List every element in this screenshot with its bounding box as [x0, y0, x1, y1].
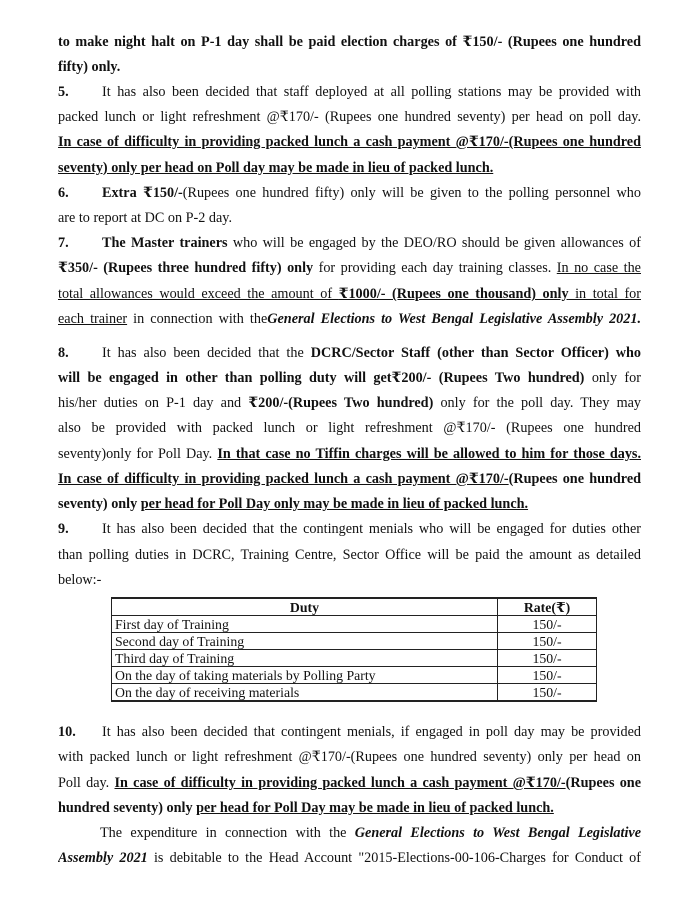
- paragraph-5-line: packed lunch or light refreshment @₹170/- (Rupees one hundred seventy) per head on poll day.: [58, 109, 641, 125]
- text-line: to make night halt on P-1 day shall be paid election charges of ₹150/- (Rupees one hundred: [58, 34, 641, 50]
- duty-cell: Third day of Training: [112, 650, 498, 667]
- paragraph-8-line: will be engaged in other than polling duty will get₹200/- (Rupees Two hundred) only for: [58, 370, 641, 386]
- paragraph-8-line: In case of difficulty in providing packed lunch a cash payment @₹170/-(Rupees one hundred: [58, 471, 641, 487]
- paragraph-9-line: 9. It has also been decided that the contingent menials who will be engaged for duties other: [58, 521, 641, 537]
- paragraph-5-line: In case of difficulty in providing packed lunch a cash payment @₹170/-(Rupees one hundred: [58, 134, 641, 150]
- paragraph-8-line: seventy) only per head for Poll Day only may be made in lieu of packed lunch.: [58, 496, 529, 512]
- paragraph-number: 6.: [58, 185, 69, 201]
- paragraph-9-line: below:-: [58, 572, 102, 588]
- paragraph-5-line: seventy) only per head on Poll day may be made in lieu of packed lunch.: [58, 160, 494, 176]
- paragraph-7-line: each trainer in connection with theGeneral Elections to West Bengal Legislative Assembly 2021.: [58, 311, 641, 327]
- table-row: [112, 633, 597, 650]
- paragraph-8-line: his/her duties on P-1 day and ₹200/-(Rupees Two hundred) only for the poll day. They may: [58, 395, 641, 411]
- duty-cell: First day of Training: [112, 616, 498, 633]
- table-row: [112, 650, 597, 667]
- rate-column-header: Rate(₹): [498, 598, 597, 616]
- paragraph-7-line: 7. The Master trainers who will be engaged by the DEO/RO should be given allowances of: [58, 235, 641, 251]
- paragraph-8-line: 8. It has also been decided that the DCRC/Sector Staff (other than Sector Officer) who: [58, 345, 641, 361]
- duty-cell: Second day of Training: [112, 633, 498, 650]
- rate-cell: 150/-: [498, 650, 597, 667]
- paragraph-10-line: hundred seventy) only per head for Poll Day may be made in lieu of packed lunch.: [58, 800, 554, 816]
- rates-table: [111, 597, 597, 702]
- table-row: [112, 684, 597, 702]
- expenditure-line: Assembly 2021 is debitable to the Head Account "2015-Elections-00-106-Charges for Conduct of: [58, 850, 641, 866]
- paragraph-7-line: total allowances would exceed the amount of ₹1000/- (Rupees one thousand) only in total for: [58, 286, 641, 302]
- paragraph-number: 10.: [58, 724, 76, 740]
- paragraph-6-line: 6. Extra ₹150/-(Rupees one hundred fifty) only will be given to the polling personnel who: [58, 185, 641, 201]
- paragraph-10-line: Poll day. In case of difficulty in providing packed lunch a cash payment @₹170/-(Rupees one: [58, 775, 641, 791]
- expenditure-line: The expenditure in connection with the General Elections to West Bengal Legislative: [100, 825, 641, 841]
- paragraph-number: 7.: [58, 235, 69, 251]
- paragraph-number: 5.: [58, 84, 69, 100]
- paragraph-5-line: 5. It has also been decided that staff deployed at all polling stations may be provided with: [58, 84, 641, 100]
- paragraph-9-line: than polling duties in DCRC, Training Centre, Sector Office will be paid the amount as detailed: [58, 547, 641, 563]
- duty-cell: On the day of receiving materials: [112, 684, 498, 702]
- rate-cell: 150/-: [498, 616, 597, 633]
- paragraph-7-line: ₹350/- (Rupees three hundred fifty) only for providing each day training classes. In no case the: [58, 260, 641, 276]
- rate-cell: 150/-: [498, 633, 597, 650]
- rate-cell: 150/-: [498, 684, 597, 702]
- paragraph-6-line: are to report at DC on P-2 day.: [58, 210, 233, 226]
- duty-cell: On the day of taking materials by Polling Party: [112, 667, 498, 684]
- paragraph-10-line: 10. It has also been decided that contingent menials, if engaged in poll day may be provided: [58, 724, 641, 740]
- paragraph-number: 9.: [58, 521, 69, 537]
- table-row: [112, 616, 597, 633]
- paragraph-10-line: with packed lunch or light refreshment @₹170/-(Rupees one hundred seventy) only per head on: [58, 749, 641, 765]
- paragraph-8-line: seventy)only for Poll Day. In that case no Tiffin charges will be allowed to him for those days.: [58, 446, 641, 462]
- duty-column-header: Duty: [112, 598, 498, 616]
- text-line: fifty) only.: [58, 59, 121, 75]
- table-row: [112, 667, 597, 684]
- paragraph-8-line: also be provided with packed lunch or light refreshment @₹170/- (Rupees one hundred: [58, 420, 641, 436]
- table-header-row: [112, 598, 597, 616]
- rate-cell: 150/-: [498, 667, 597, 684]
- paragraph-number: 8.: [58, 345, 69, 361]
